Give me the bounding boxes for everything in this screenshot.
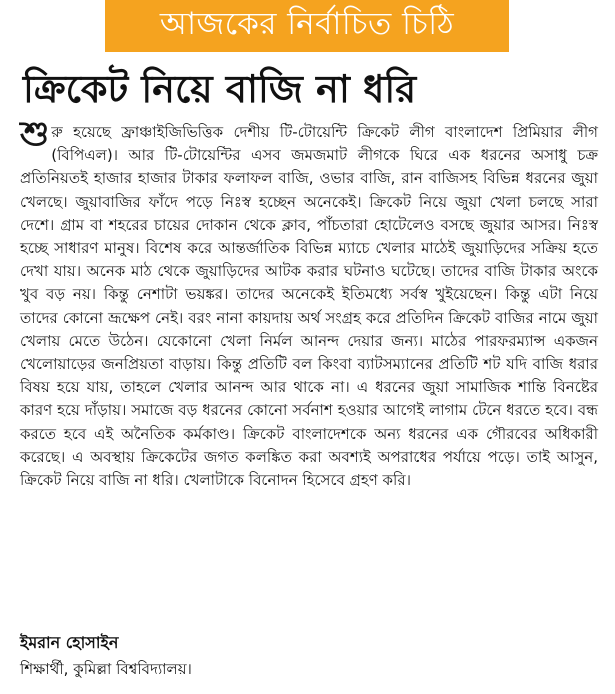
section-banner: [105, 0, 509, 52]
article-headline: ক্রিকেট নিয়ে বাজি না ধরি: [23, 67, 417, 111]
section-title: আজকের নির্বাচিত চিঠি: [159, 6, 455, 42]
author-affiliation: শিক্ষার্থী, কুমিল্লা বিশ্ববিদ্যালয়।: [20, 660, 192, 678]
article-body: [20, 114, 598, 492]
article-body-text: রু হয়েছে ফ্রাঞ্চাইজিভিত্তিক দেশীয় টি-টোয়েন্টি ক্রিকেট লীগ বাংলাদেশ প্রিমিয়ার লীগ (বিপিএল)। আর টি-টোয়েন্টির এসব জমজমাট লীগকে ঘিরে এক ধরনের অসাধু চক্র প্রতিনিয়তই হাজার হাজার টাকার ফলাফল বাজি, ওভার বাজি, রান বাজিসহ বিভিন্ন ধরনের জুয়া খেলছে। জুয়াবাজির ফাঁদে পড়ে নিঃস্ব হচ্ছেন অনেকেই। ক্রিকেট নিয়ে জুয়া খেলা চলছে সারা দেশে। গ্রাম বা শহরের চায়ের দোকান থেকে ক্লাব, পাঁচতারা হোটেলেও বসছে জুয়ার আসর। নিঃস্ব হচ্ছে সাধারণ মানুষ। বিশেষ করে আন্তর্জাতিক বিভিন্ন ম্যাচে খেলার মাঠেই জুয়াড়িদের সক্রিয় হতে দেখা যায়। অনেক মাঠ থেকে জুয়াড়িদের আটক করার ঘটনাও ঘটেছে। তাদের বাজি টাকার অংকে খুব বড় নয়। কিন্তু নেশাটা ভয়ঙ্কর। তাদের অনেকেই ইতিমধ্যে সর্বস্ব খুইয়েছেন। কিন্তু এটা নিয়ে তাদের কোনো ভ্রূক্ষেপ নেই। বরং নানা কায়দায় অর্থ সংগ্রহ করে প্রতিদিন ক্রিকেট বাজির নামে জুয়া খেলায় মেতে উঠেন। যেকোনো খেলা নির্মল আনন্দ দেয়ার জন্য। মাঠের পারফরম্যান্স একজন খেলোয়াড়ের জনপ্রিয়তা বাড়ায়। কিন্তু প্রতিটি বল কিংবা ব্যাটসম্যানের প্রতিটি শট যদি বাজি ধরার বিষয় হয়ে যায়, তাহলে খেলার আনন্দ আর থাকে না। এ ধরনের জুয়া সামাজিক শান্তি বিনষ্টের কারণ হয়ে দাঁড়ায়। সমাজে বড় ধরনের কোনো সর্বনাশ হওয়ার আগেই লাগাম টেনে ধরতে হবে। বন্ধ করতে হবে এই অনৈতিক কর্মকাণ্ড। ক্রিকেট বাংলাদেশকে অন্য ধরনের এক গৌরবের অধিকারী করেছে। এ অবস্থায় ক্রিকেটের জগত কলঙ্কিত করা অবশ্যই অপরাধের পর্যায়ে পড়ে। তাই আসুন, ক্রিকেট নিয়ে বাজি না ধরি। খেলাটাকে বিনোদন হিসেবে গ্রহণ করি।: [20, 123, 598, 490]
drop-cap: শু: [20, 114, 50, 154]
author-name: ইমরান হোসাইন: [20, 633, 119, 652]
